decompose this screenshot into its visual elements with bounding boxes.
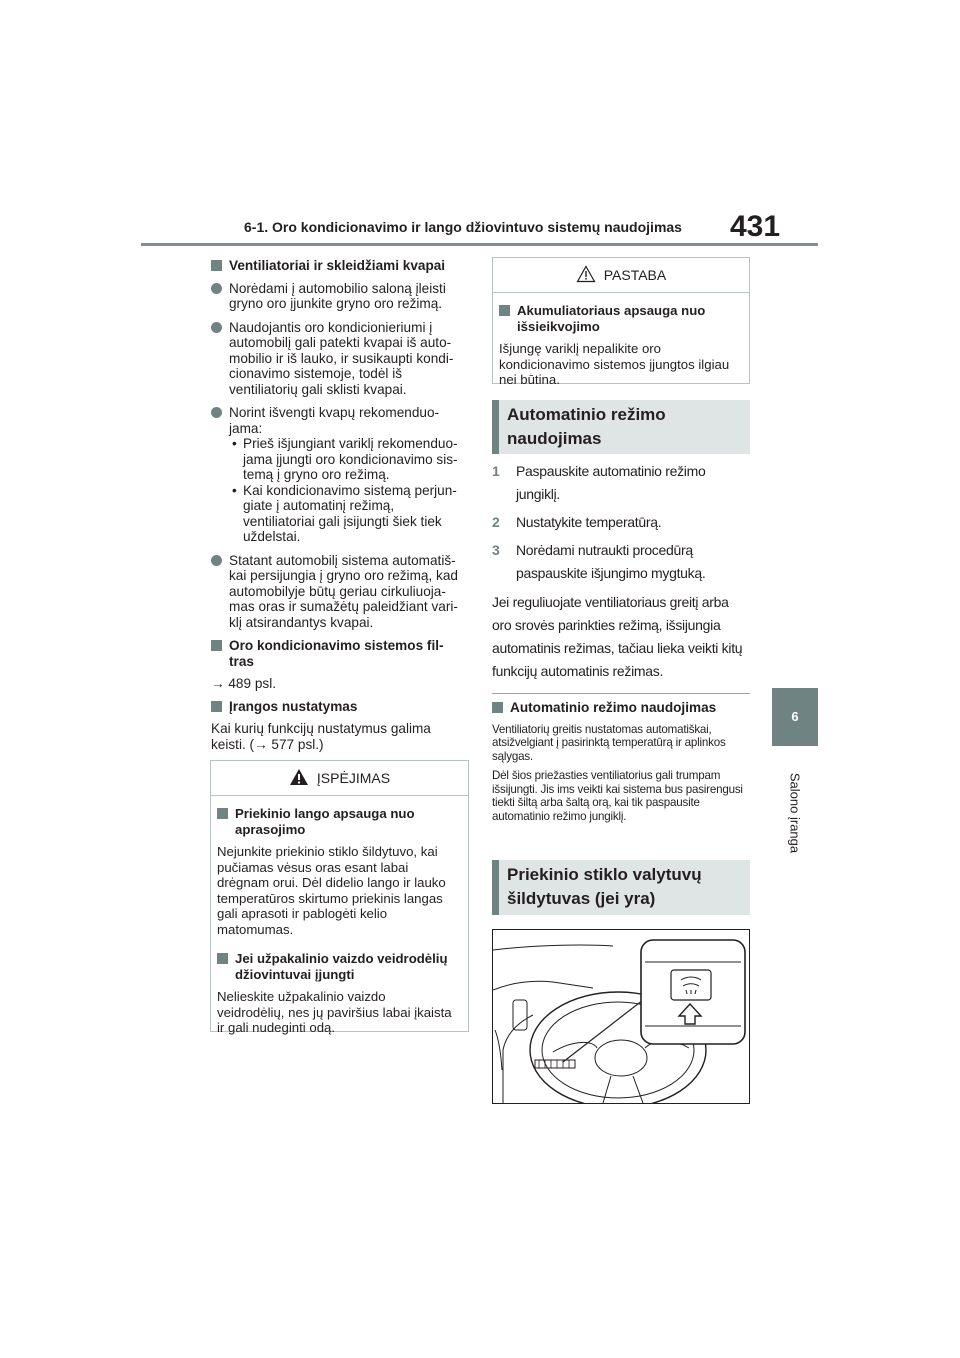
bullet-avoid-odors: Norint išvengti kvapų rekomenduo-jama: (211, 405, 467, 436)
section-title: 6-1. Oro kondicionavimo ir lango džiovintuvo sistemų naudojimas (244, 219, 682, 235)
step-2 (492, 511, 750, 534)
settings-page-ref[interactable]: 577 psl.) (267, 736, 324, 752)
step-text: Norėdami nutraukti procedūrą paspauskite išjungimo mygtuką. (516, 542, 706, 581)
bullet-parking: Statant automobilį sistema automatiš-kai persijungia į gryno oro režimą, kad automobilyje būtų geriau cirkuliuoja-mas oras ir sumažėtų paleidžiant vari-klį atsirandantys kvapai. (211, 553, 467, 631)
section-wiper-heater: Priekinio stiklo valytuvų šildytuvas (jei yra) (492, 860, 750, 915)
auto-notes-text-1: Ventiliatorių greitis nustatomas automatiškai, atsižvelgiant į pasirinktą temperatūrą ir aplinkos sąlygas. (492, 722, 726, 763)
step-text: Paspauskite automatinio režimo jungiklį. (516, 463, 706, 502)
warning-box (210, 760, 469, 1035)
step-number: 3 (492, 542, 500, 558)
heading-ventilators: Ventiliatoriai ir skleidžiami kvapai (211, 258, 467, 274)
settings-text (211, 721, 467, 752)
divider (492, 693, 750, 694)
warning-heading-1: Priekinio lango apsauga nuo aprasojimo (217, 806, 454, 837)
bullet-fresh-air: Norėdami į automobilio saloną įleisti gryno oro įjunkite gryno oro režimą. (211, 281, 467, 312)
section-auto-mode: Automatinio režimo naudojimas (492, 400, 750, 454)
reference-arrow-icon: → (211, 676, 225, 691)
chapter-tab-label (784, 758, 806, 868)
step-number: 2 (492, 514, 500, 530)
notice-box (492, 257, 750, 387)
auto-mode-notes (492, 700, 750, 829)
chapter-tab-number: 6 (772, 688, 818, 746)
sub-bullet-auto-delay: • Kai kondicionavimo sistemą perjun-giate į automatinį režimą, ventiliatoriai gali įsijungti šiek tiek uždelstai. (211, 483, 467, 545)
warning-text-1: Nejunkite priekinio stiklo šildytuvo, kai pučiamas vėsus oras esant labai drėgnam orui. Dėl didelio lango ir lauko temperatūros skirtumo priekinis langas gali aprasoti ir pablogėti kelio matomumas. (217, 844, 446, 937)
steps-list (492, 460, 750, 683)
header-rule (141, 243, 818, 246)
step-3 (492, 539, 750, 585)
warning-heading-2: Jei užpakalinio vaizdo veidrodėlių džiovintuvai įjungti (217, 951, 454, 982)
filter-page-ref[interactable]: 489 psl. (228, 676, 276, 691)
heading-filter: Oro kondicionavimo sistemos fil-tras (211, 638, 467, 669)
warning-header (211, 761, 468, 796)
settings-text-a: Kai kurių funkcijų nustatymus galima keisti. ( (211, 721, 431, 752)
dashboard-illustration (492, 929, 750, 1104)
auto-notes-text-2: Dėl šios priežasties ventiliatorius gali trumpam išsijungti. Jis ims veikti kai sistema bus pasirengusi tiekti šiltą arba šaltą orą, kai tik paspausite automatinio režimo jungiklį. (492, 769, 743, 823)
sub-bullet-before-off: • Prieš išjungiant variklį rekomenduo-jama įjungti oro kondicionavimo sis-temą į gryno oro režimą. (211, 436, 467, 483)
warning-text-2: Nelieskite užpakalinio vaizdo veidrodėlių, nes jų paviršius labai įkaista ir gali nudeginti odą. (217, 989, 452, 1035)
step-number: 1 (492, 463, 500, 479)
chapter-tab-label-text: Salono įranga (787, 772, 803, 854)
filter-reference (211, 676, 467, 692)
step-text: Nustatykite temperatūrą. (516, 514, 662, 530)
warning-triangle-icon (289, 768, 309, 789)
notice-text: Išjungę variklį nepalikite oro kondicionavimo sistemos įjungtos ilgiau nei būtina. (499, 341, 730, 387)
step-1 (492, 460, 750, 506)
auto-mode-paragraph: Jei reguliuojate ventiliatoriaus greitį arba oro srovės parinkties režimą, išsijungia automatinis režimas, tačiau lieka veikti kitų funkcijų automatinis režimas. (492, 594, 743, 679)
notice-heading: Akumuliatoriaus apsauga nuo išsieikvojimo (499, 303, 735, 334)
reference-arrow-icon: → (254, 736, 268, 752)
notice-header (493, 258, 749, 293)
warning-title: ĮSPĖJIMAS (316, 770, 391, 786)
bullet-odors: Naudojantis oro kondicionieriumi į automobilį gali patekti kvapai iš auto-mobilio ir iš lauko, ir susikaupti kondi-cionavimo sistemoje, todėl iš ventiliatorių gali sklisti kvapai. (211, 320, 467, 398)
heading-settings: Įrangos nustatymas (211, 699, 467, 715)
notice-title: PASTABA (603, 267, 667, 283)
left-column (211, 258, 467, 759)
notice-triangle-icon (576, 265, 596, 286)
page-number: 431 (730, 210, 781, 243)
auto-notes-heading: Automatinio režimo naudojimas (492, 700, 750, 716)
